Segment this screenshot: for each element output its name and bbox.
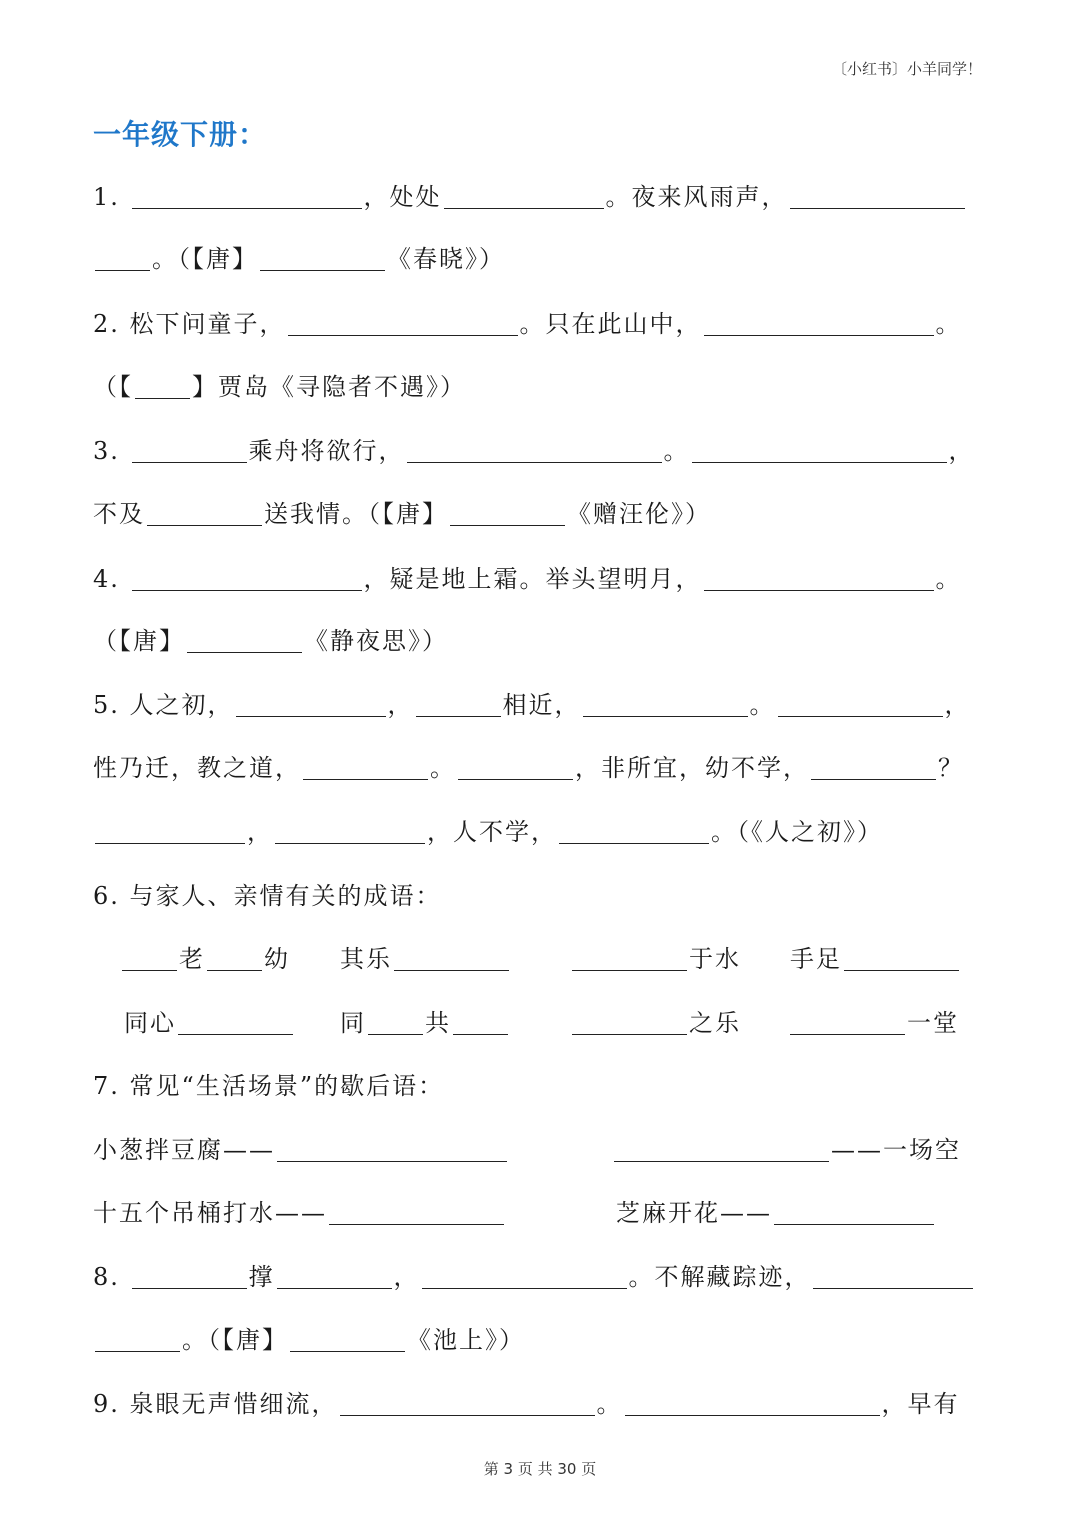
q5-line-1 <box>93 689 971 721</box>
q3-text: 。 <box>663 437 690 465</box>
idiom-char: 共 <box>425 1009 451 1037</box>
q4-text: （【唐】 <box>93 627 185 655</box>
q5-text: 人之初， <box>129 691 234 719</box>
q2-text: 。 <box>935 310 962 338</box>
answer-blank[interactable] <box>290 1325 405 1352</box>
answer-blank[interactable] <box>132 1262 247 1289</box>
xiehouyu-3 <box>93 1197 506 1229</box>
answer-blank[interactable] <box>790 1008 905 1035</box>
answer-blank[interactable] <box>811 753 936 780</box>
q3-text: 不及 <box>93 500 145 528</box>
answer-blank[interactable] <box>288 309 518 336</box>
q8-text: 撑 <box>248 1263 275 1291</box>
answer-blank[interactable] <box>368 1008 423 1035</box>
q7-text: 常见“生活场景”的歇后语： <box>129 1072 445 1100</box>
q4-number: 4. <box>93 565 120 593</box>
answer-blank[interactable] <box>813 1262 973 1289</box>
q5-text: 相近， <box>502 691 581 719</box>
answer-blank[interactable] <box>572 1008 687 1035</box>
q1-text: 。（【唐】 <box>152 245 258 273</box>
q8-line-2 <box>93 1324 525 1356</box>
q3-number: 3. <box>93 437 120 465</box>
idiom-1 <box>120 943 290 975</box>
q6-prompt <box>93 880 442 912</box>
q6-number: 6. <box>93 882 120 910</box>
q5-text: ，非所宜，幼不学， <box>575 754 809 782</box>
answer-blank[interactable] <box>275 817 425 844</box>
q5-text: ， <box>387 691 414 719</box>
answer-blank[interactable] <box>135 372 190 399</box>
q2-line-1 <box>93 308 962 340</box>
q2-number: 2. <box>93 310 120 338</box>
answer-blank[interactable] <box>453 1008 508 1035</box>
xiehouyu-text: ——一场空 <box>831 1136 961 1164</box>
answer-blank[interactable] <box>774 1198 934 1225</box>
answer-blank[interactable] <box>95 1325 180 1352</box>
xiehouyu-2 <box>612 1134 961 1166</box>
q3-text: 乘舟将欲行， <box>248 437 405 465</box>
idiom-7 <box>570 1007 741 1039</box>
q5-text: ， <box>944 691 971 719</box>
q3-text: ， <box>948 437 975 465</box>
idiom-char: 同心 <box>124 1009 176 1037</box>
q1-text: ，处处 <box>363 183 442 211</box>
xiehouyu-text: 十五个吊桶打水—— <box>93 1199 327 1227</box>
q9-text: ，早有 <box>881 1390 960 1418</box>
q9-number: 9. <box>93 1390 120 1418</box>
idiom-2 <box>340 943 511 975</box>
answer-blank[interactable] <box>122 944 177 971</box>
answer-blank[interactable] <box>458 753 573 780</box>
q4-line-1 <box>93 563 962 595</box>
q5-text: ？ <box>938 754 964 782</box>
answer-blank[interactable] <box>132 182 362 209</box>
q4-text: 。 <box>935 565 962 593</box>
q9-text: 。 <box>596 1390 623 1418</box>
q8-line-1 <box>93 1261 975 1293</box>
q1-line-2 <box>93 243 505 275</box>
q2-text: 】贾岛《寻隐者不遇》） <box>192 373 466 401</box>
q8-number: 8. <box>93 1263 120 1291</box>
xiehouyu-text: 小葱拌豆腐—— <box>93 1136 275 1164</box>
q8-text: 。（【唐】 <box>182 1326 288 1354</box>
q5-text: ，人不学， <box>427 818 557 846</box>
q7-number: 7. <box>93 1072 120 1100</box>
xiehouyu-text: 芝麻开花—— <box>616 1199 772 1227</box>
q3-text: 《赠汪伦》） <box>567 500 711 528</box>
q4-text: ，疑是地上霜。举头望明月， <box>363 565 702 593</box>
idiom-8 <box>788 1007 959 1039</box>
q1-number: 1. <box>93 183 120 211</box>
section-title: 一年级下册： <box>93 118 268 151</box>
q5-line-2 <box>93 752 964 784</box>
q5-text: 。（《人之初》） <box>711 818 883 846</box>
q7-prompt <box>93 1070 444 1102</box>
q3-text: 送我情。（【唐】 <box>264 500 448 528</box>
answer-blank[interactable] <box>844 944 959 971</box>
q2-text: 松下问童子， <box>129 310 286 338</box>
q5-text: 。 <box>749 691 776 719</box>
answer-blank[interactable] <box>559 817 709 844</box>
idiom-char: 其乐 <box>340 945 392 973</box>
q1-text: 。夜来风雨声， <box>605 183 788 211</box>
idiom-char: 老 <box>179 945 205 973</box>
q8-text: 《池上》） <box>407 1326 525 1354</box>
answer-blank[interactable] <box>394 944 509 971</box>
answer-blank[interactable] <box>236 690 386 717</box>
answer-blank[interactable] <box>178 1008 293 1035</box>
answer-blank[interactable] <box>95 244 150 271</box>
idiom-char: 手足 <box>790 945 842 973</box>
q8-text: ， <box>393 1263 420 1291</box>
idiom-3 <box>570 943 741 975</box>
q4-text: 《静夜思》） <box>304 627 448 655</box>
idiom-char: 一堂 <box>907 1009 959 1037</box>
q5-text: ， <box>247 818 273 846</box>
answer-blank[interactable] <box>450 499 565 526</box>
q9-line-1 <box>93 1388 960 1420</box>
q5-line-3 <box>93 816 883 848</box>
answer-blank[interactable] <box>260 244 385 271</box>
q3-line-1 <box>93 435 975 467</box>
q1-text: 《春晓》） <box>387 245 505 273</box>
answer-blank[interactable] <box>277 1262 392 1289</box>
answer-blank[interactable] <box>132 564 362 591</box>
answer-blank[interactable] <box>572 944 687 971</box>
answer-blank[interactable] <box>132 436 247 463</box>
answer-blank[interactable] <box>614 1135 829 1162</box>
answer-blank[interactable] <box>340 1389 595 1416</box>
answer-blank[interactable] <box>704 309 934 336</box>
q6-text: 与家人、亲情有关的成语： <box>129 882 442 910</box>
q9-text: 泉眼无声惜细流， <box>129 1390 338 1418</box>
answer-blank[interactable] <box>583 690 748 717</box>
answer-blank[interactable] <box>329 1198 504 1225</box>
idiom-5 <box>124 1007 295 1039</box>
q5-text: 性乃迁，教之道， <box>93 754 301 782</box>
answer-blank[interactable] <box>704 564 934 591</box>
idiom-char: 于水 <box>689 945 741 973</box>
answer-blank[interactable] <box>303 753 428 780</box>
q8-text: 。不解藏踪迹， <box>628 1263 811 1291</box>
answer-blank[interactable] <box>277 1135 507 1162</box>
q4-line-2 <box>93 625 448 657</box>
answer-blank[interactable] <box>444 182 604 209</box>
q5-text: 。 <box>430 754 456 782</box>
answer-blank[interactable] <box>95 817 245 844</box>
idiom-4 <box>790 943 961 975</box>
answer-blank[interactable] <box>207 944 262 971</box>
xiehouyu-4 <box>616 1197 936 1229</box>
q2-text: 。只在此山中， <box>519 310 702 338</box>
q2-line-2 <box>93 371 466 403</box>
idiom-char: 幼 <box>264 945 290 973</box>
page-number: 第 3 页 共 30 页 <box>483 1460 597 1478</box>
answer-blank[interactable] <box>778 690 943 717</box>
xiehouyu-1 <box>93 1134 509 1166</box>
answer-blank[interactable] <box>625 1389 880 1416</box>
source-tag: 〔小红书〕小羊同学！ <box>831 60 982 78</box>
idiom-char: 同 <box>340 1009 366 1037</box>
answer-blank[interactable] <box>147 499 262 526</box>
q3-line-2 <box>93 498 711 530</box>
answer-blank[interactable] <box>407 436 662 463</box>
idiom-char: 之乐 <box>689 1009 741 1037</box>
answer-blank[interactable] <box>790 182 965 209</box>
answer-blank[interactable] <box>187 626 302 653</box>
idiom-6 <box>340 1007 510 1039</box>
q5-number: 5. <box>93 691 120 719</box>
q1-line-1 <box>93 181 967 213</box>
answer-blank[interactable] <box>422 1262 627 1289</box>
q2-text: （【 <box>93 373 133 401</box>
answer-blank[interactable] <box>416 690 501 717</box>
answer-blank[interactable] <box>692 436 947 463</box>
